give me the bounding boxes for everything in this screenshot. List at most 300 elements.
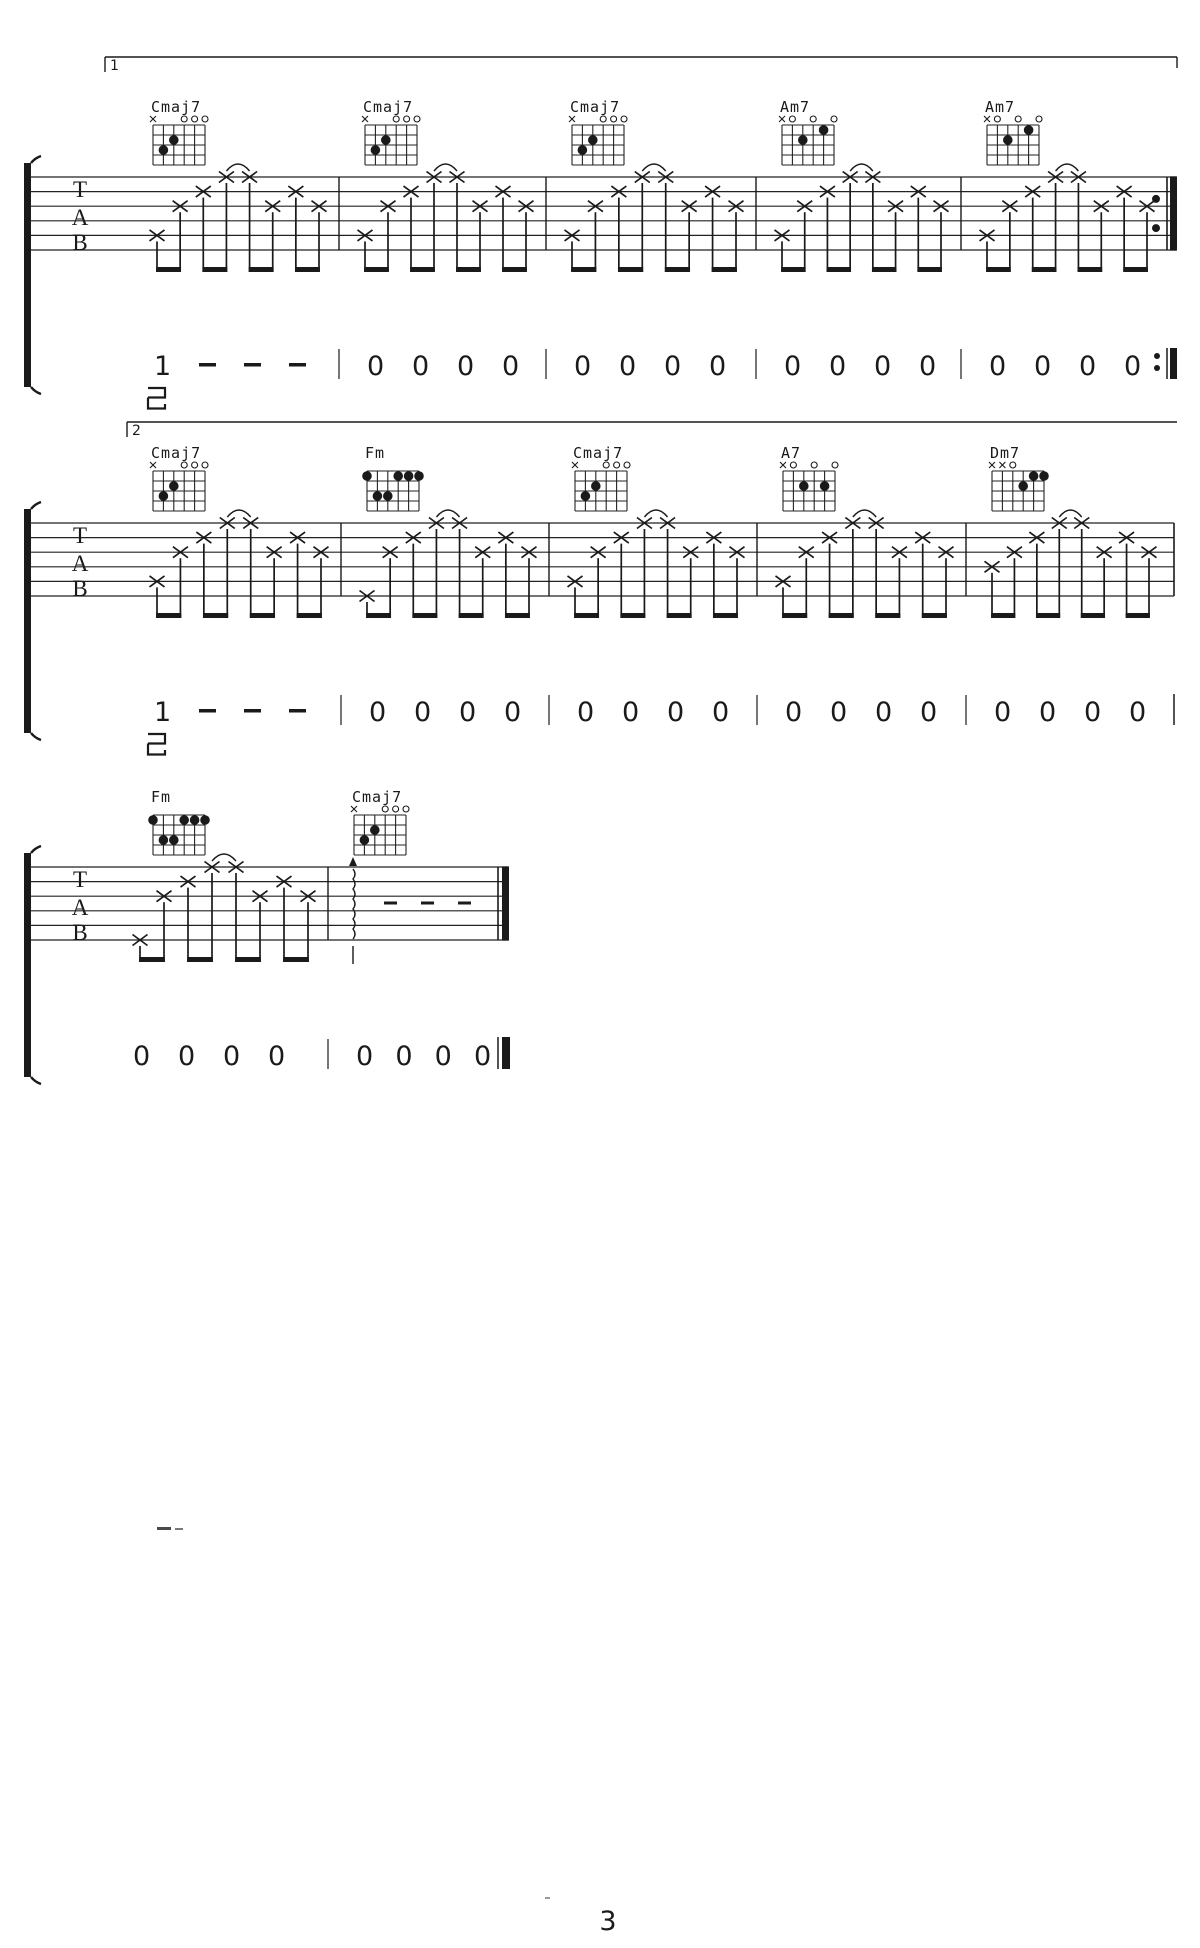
note-x bbox=[519, 201, 534, 272]
chord-label: Dm7 bbox=[990, 444, 1021, 462]
beam bbox=[922, 613, 947, 618]
jianpu-number: 0 bbox=[829, 351, 847, 382]
tab-letter: A bbox=[71, 205, 89, 230]
note-x bbox=[498, 532, 513, 618]
note-x bbox=[253, 891, 268, 962]
note-x bbox=[1097, 547, 1112, 618]
beam bbox=[618, 267, 643, 272]
tab-letter: T bbox=[72, 523, 88, 548]
note-x bbox=[173, 547, 188, 618]
open-string-marker bbox=[393, 116, 399, 122]
note-x bbox=[865, 172, 880, 273]
note-x bbox=[939, 547, 954, 618]
measure bbox=[150, 444, 342, 618]
note-x bbox=[843, 172, 858, 273]
hold-dash bbox=[458, 902, 471, 905]
jianpu-number: 0 bbox=[830, 697, 848, 728]
open-string-marker bbox=[790, 462, 796, 468]
chord-diagram bbox=[351, 788, 409, 855]
tie-arc bbox=[1056, 164, 1079, 171]
note-x bbox=[1025, 186, 1040, 272]
note-x bbox=[475, 547, 490, 618]
finger-dot bbox=[360, 835, 370, 845]
beam bbox=[1081, 613, 1105, 618]
jianpu-number: 0 bbox=[709, 351, 727, 382]
chord-label: Cmaj7 bbox=[151, 444, 202, 462]
beam bbox=[827, 267, 852, 272]
page-number: 3 bbox=[599, 1906, 617, 1937]
note-x bbox=[406, 532, 421, 618]
note-x bbox=[822, 532, 837, 618]
note-x bbox=[845, 518, 860, 619]
jianpu-number: 0 bbox=[367, 351, 385, 382]
beam bbox=[249, 267, 274, 272]
jianpu-number: 0 bbox=[459, 697, 477, 728]
finger-dot bbox=[820, 481, 830, 491]
chord-label: Cmaj7 bbox=[363, 98, 414, 116]
jianpu-row bbox=[154, 694, 1174, 728]
jianpu-number: 0 bbox=[412, 351, 430, 382]
note-x bbox=[820, 186, 835, 272]
beam bbox=[139, 957, 165, 962]
note-x bbox=[934, 201, 949, 272]
volta-number: 1 bbox=[110, 58, 119, 74]
volta-bracket bbox=[105, 57, 1177, 74]
jianpu-number: 0 bbox=[1034, 351, 1052, 382]
jianpu-row bbox=[133, 1037, 510, 1072]
jianpu-number: 0 bbox=[457, 351, 475, 382]
finger-dot bbox=[819, 125, 829, 135]
ji-stroke bbox=[148, 388, 165, 398]
tie-arc bbox=[226, 164, 249, 171]
open-string-marker bbox=[393, 806, 399, 812]
beam bbox=[456, 267, 481, 272]
thick-barline bbox=[502, 866, 509, 940]
jianpu-number: 0 bbox=[622, 697, 640, 728]
chord-diagram bbox=[984, 98, 1042, 165]
finger-dot bbox=[578, 145, 588, 155]
open-string-marker bbox=[614, 462, 620, 468]
stray-dash bbox=[157, 1527, 171, 1530]
note-x bbox=[588, 201, 603, 272]
note-x bbox=[265, 201, 280, 272]
note-x bbox=[565, 230, 580, 272]
jianpu-number: 0 bbox=[577, 697, 595, 728]
system-1 bbox=[24, 57, 1177, 409]
repeat-dot bbox=[1152, 195, 1160, 203]
jianpu-dash bbox=[199, 709, 216, 713]
jianpu-number: 0 bbox=[712, 697, 730, 728]
jianpu-dash bbox=[244, 709, 261, 713]
note-x bbox=[301, 891, 316, 962]
ji-stroke bbox=[148, 734, 165, 744]
lyric-ji bbox=[148, 734, 165, 755]
jianpu-number: 0 bbox=[504, 697, 522, 728]
note-x bbox=[1094, 201, 1109, 272]
repeat-dot bbox=[1154, 365, 1160, 371]
jianpu-dash bbox=[244, 363, 261, 367]
measure bbox=[568, 444, 758, 618]
tie-arc bbox=[642, 164, 665, 171]
jianpu-number: 0 bbox=[874, 351, 892, 382]
finger-dot bbox=[159, 145, 169, 155]
note-x bbox=[660, 518, 675, 619]
open-string-marker bbox=[789, 116, 795, 122]
beam bbox=[1032, 267, 1057, 272]
beam bbox=[875, 613, 900, 618]
open-string-marker bbox=[832, 462, 838, 468]
beam bbox=[412, 613, 437, 618]
note-x bbox=[1140, 201, 1155, 272]
finger-dot bbox=[200, 815, 210, 825]
jianpu-number: 0 bbox=[434, 1041, 452, 1072]
open-string-marker bbox=[202, 462, 208, 468]
open-string-marker bbox=[621, 116, 627, 122]
chord-diagram bbox=[150, 444, 208, 511]
end-barline bbox=[1152, 176, 1177, 250]
note-x bbox=[157, 891, 172, 962]
tie-arc bbox=[853, 510, 876, 517]
jianpu-number: 0 bbox=[994, 697, 1012, 728]
note-x bbox=[383, 547, 398, 618]
beam bbox=[917, 267, 942, 272]
note-x bbox=[150, 576, 165, 618]
chord-label: Fm bbox=[365, 444, 386, 462]
beam bbox=[667, 613, 692, 618]
hold-dash bbox=[421, 902, 434, 905]
note-x bbox=[776, 576, 791, 618]
open-string-marker bbox=[831, 116, 837, 122]
jianpu-number: 0 bbox=[785, 697, 803, 728]
hold-dash bbox=[384, 902, 397, 905]
beam bbox=[713, 613, 738, 618]
brace-curl-top bbox=[31, 846, 41, 853]
jianpu-number: 0 bbox=[920, 697, 938, 728]
open-string-marker bbox=[810, 116, 816, 122]
open-string-marker bbox=[811, 462, 817, 468]
open-string-marker bbox=[611, 116, 617, 122]
note-x bbox=[1071, 172, 1086, 273]
finger-dot bbox=[371, 145, 381, 155]
thick-barline bbox=[502, 1037, 510, 1069]
finger-dot bbox=[383, 491, 393, 501]
finger-dot bbox=[148, 815, 158, 825]
jianpu-number: 0 bbox=[474, 1041, 492, 1072]
chord-label: Cmaj7 bbox=[151, 98, 202, 116]
finger-dot bbox=[404, 471, 414, 481]
note-x bbox=[381, 201, 396, 272]
note-x bbox=[980, 230, 995, 272]
ji-stroke bbox=[148, 398, 165, 409]
beam bbox=[203, 613, 228, 618]
jianpu-number: 0 bbox=[664, 351, 682, 382]
note-x bbox=[243, 518, 258, 619]
jianpu-number: 0 bbox=[1084, 697, 1102, 728]
note-x bbox=[1007, 547, 1022, 618]
note-x bbox=[1029, 532, 1044, 618]
beam bbox=[187, 957, 213, 962]
finger-dot bbox=[591, 481, 601, 491]
thick-barline bbox=[1170, 176, 1177, 250]
beam bbox=[872, 267, 897, 272]
jianpu-number: 0 bbox=[1039, 697, 1057, 728]
measure bbox=[360, 444, 550, 618]
beam bbox=[295, 267, 320, 272]
beam bbox=[829, 613, 854, 618]
jianpu-number: 0 bbox=[1079, 351, 1097, 382]
note-x bbox=[496, 186, 511, 272]
beam bbox=[991, 613, 1015, 618]
beam bbox=[1036, 613, 1060, 618]
stray-mark bbox=[157, 1525, 191, 1531]
jianpu-number: 0 bbox=[178, 1041, 196, 1072]
finger-dot bbox=[169, 835, 179, 845]
chord-label: Am7 bbox=[780, 98, 811, 116]
open-string-marker bbox=[603, 462, 609, 468]
beam bbox=[283, 957, 309, 962]
open-string-marker bbox=[202, 116, 208, 122]
jianpu-number: 0 bbox=[502, 351, 520, 382]
note-x bbox=[730, 547, 745, 618]
volta-bracket bbox=[127, 422, 1177, 439]
note-x bbox=[591, 547, 606, 618]
tab-letter: B bbox=[72, 230, 88, 255]
note-x bbox=[915, 532, 930, 618]
note-x bbox=[220, 518, 235, 619]
beam bbox=[250, 613, 275, 618]
tie-arc bbox=[212, 854, 236, 861]
open-string-marker bbox=[1010, 462, 1016, 468]
brace-curl-bottom bbox=[31, 733, 41, 740]
note-x bbox=[1119, 532, 1134, 618]
jianpu-row bbox=[154, 348, 1177, 382]
tab-letter: B bbox=[72, 576, 88, 601]
chord-label: Cmaj7 bbox=[573, 444, 624, 462]
end-barline bbox=[498, 866, 509, 940]
finger-dot bbox=[414, 471, 424, 481]
note-x bbox=[312, 201, 327, 272]
note-x bbox=[1074, 518, 1089, 619]
beam bbox=[986, 267, 1011, 272]
note-x bbox=[150, 230, 165, 272]
note-x bbox=[869, 518, 884, 619]
jianpu-number: 0 bbox=[919, 351, 937, 382]
note-x bbox=[799, 547, 814, 618]
jianpu-number: 0 bbox=[1129, 697, 1147, 728]
finger-dot bbox=[799, 481, 809, 491]
jianpu-dash bbox=[289, 709, 306, 713]
note-x bbox=[229, 862, 244, 963]
open-string-marker bbox=[192, 116, 198, 122]
finger-dot bbox=[1024, 125, 1034, 135]
jianpu-number: 1 bbox=[154, 697, 172, 728]
measure bbox=[358, 98, 547, 272]
brace-curl-top bbox=[31, 502, 41, 509]
note-x bbox=[635, 172, 650, 273]
note-x bbox=[219, 172, 234, 273]
finger-dot bbox=[373, 491, 383, 501]
beam bbox=[574, 613, 599, 618]
tie-arc bbox=[227, 510, 250, 517]
note-x bbox=[181, 876, 196, 962]
chord-diagram bbox=[989, 444, 1049, 511]
jianpu-number: 0 bbox=[875, 697, 893, 728]
note-x bbox=[427, 172, 442, 273]
chord-diagram bbox=[780, 444, 838, 511]
open-string-marker bbox=[600, 116, 606, 122]
jianpu-number: 0 bbox=[395, 1041, 413, 1072]
chord-diagram bbox=[779, 98, 837, 165]
measure bbox=[985, 444, 1157, 618]
footer-dot bbox=[545, 1897, 550, 1899]
note-x bbox=[522, 547, 537, 618]
note-x bbox=[706, 532, 721, 618]
brace-curl-bottom bbox=[31, 387, 41, 394]
measure bbox=[776, 444, 967, 618]
finger-dot bbox=[159, 835, 169, 845]
beam bbox=[505, 613, 530, 618]
note-x bbox=[1052, 518, 1067, 619]
jianpu-number: 0 bbox=[574, 351, 592, 382]
note-x bbox=[1002, 201, 1017, 272]
open-string-marker bbox=[1036, 116, 1042, 122]
lyric-ji bbox=[148, 388, 165, 409]
tab-letter: T bbox=[72, 867, 88, 892]
measure bbox=[775, 98, 962, 272]
measure bbox=[349, 788, 471, 964]
note-x bbox=[568, 576, 583, 618]
system-3 bbox=[24, 788, 510, 1084]
measure bbox=[565, 98, 757, 272]
open-string-marker bbox=[1015, 116, 1021, 122]
finger-dot bbox=[169, 135, 179, 145]
finger-dot bbox=[381, 135, 391, 145]
arpeggio-squiggle bbox=[353, 869, 355, 939]
beam bbox=[410, 267, 435, 272]
finger-dot bbox=[588, 135, 598, 145]
note-x bbox=[429, 518, 444, 619]
beam bbox=[502, 267, 527, 272]
beam bbox=[156, 613, 181, 618]
note-x bbox=[1117, 186, 1132, 272]
open-string-marker bbox=[382, 806, 388, 812]
beam bbox=[156, 267, 181, 272]
open-string-marker bbox=[192, 462, 198, 468]
tie-arc bbox=[850, 164, 873, 171]
jianpu-number: 0 bbox=[989, 351, 1007, 382]
jianpu-number: 0 bbox=[414, 697, 432, 728]
note-x bbox=[288, 186, 303, 272]
ji-stroke bbox=[148, 744, 165, 755]
finger-dot bbox=[393, 471, 403, 481]
tie-arc bbox=[1059, 510, 1081, 517]
open-string-marker bbox=[414, 116, 420, 122]
note-x bbox=[797, 201, 812, 272]
finger-dot bbox=[169, 481, 179, 491]
jianpu-number: 1 bbox=[154, 351, 172, 382]
note-x bbox=[892, 547, 907, 618]
note-x bbox=[775, 230, 790, 272]
beam bbox=[1123, 267, 1148, 272]
tab-letter: A bbox=[71, 895, 89, 920]
tie-arc bbox=[644, 510, 667, 517]
chord-diagram bbox=[150, 98, 208, 165]
note-x bbox=[729, 201, 744, 272]
open-string-marker bbox=[403, 806, 409, 812]
brace-bar bbox=[24, 509, 31, 733]
finger-dot bbox=[1018, 481, 1028, 491]
repeat-dot bbox=[1154, 353, 1160, 359]
note-x bbox=[277, 876, 292, 962]
note-x bbox=[450, 172, 465, 273]
tab-letter: B bbox=[72, 920, 88, 945]
note-x bbox=[196, 532, 211, 618]
beam bbox=[459, 613, 484, 618]
finger-dot bbox=[581, 491, 591, 501]
note-x bbox=[614, 532, 629, 618]
tie-arc bbox=[434, 164, 457, 171]
beam bbox=[297, 613, 322, 618]
volta-number: 2 bbox=[132, 423, 141, 439]
beam bbox=[1126, 613, 1150, 618]
jianpu-number: 0 bbox=[268, 1041, 286, 1072]
jianpu-number: 0 bbox=[667, 697, 685, 728]
chord-diagram bbox=[569, 98, 627, 165]
beam bbox=[665, 267, 690, 272]
brace-bar bbox=[24, 853, 31, 1077]
beam bbox=[235, 957, 261, 962]
chord-diagram bbox=[362, 444, 424, 511]
note-x bbox=[173, 201, 188, 272]
note-x bbox=[452, 518, 467, 619]
finger-dot bbox=[179, 815, 189, 825]
brace-curl-top bbox=[31, 156, 41, 163]
note-x bbox=[985, 561, 1000, 618]
chord-diagram bbox=[572, 444, 630, 511]
note-x bbox=[682, 201, 697, 272]
finger-dot bbox=[370, 825, 380, 835]
jianpu-dash bbox=[199, 363, 216, 367]
thick-barline bbox=[1170, 348, 1177, 379]
note-x bbox=[1048, 172, 1063, 273]
finger-dot bbox=[190, 815, 200, 825]
note-x bbox=[473, 201, 488, 272]
note-x bbox=[358, 230, 373, 272]
jianpu-number: 0 bbox=[133, 1041, 151, 1072]
beam bbox=[782, 613, 807, 618]
open-string-marker bbox=[404, 116, 410, 122]
beam bbox=[620, 613, 645, 618]
brace-curl-bottom bbox=[31, 1077, 41, 1084]
chord-label: A7 bbox=[781, 444, 802, 462]
open-string-marker bbox=[994, 116, 1000, 122]
note-x bbox=[705, 186, 720, 272]
stray-dash bbox=[175, 1528, 183, 1530]
open-string-marker bbox=[624, 462, 630, 468]
chord-diagram bbox=[362, 98, 420, 165]
note-x bbox=[290, 532, 305, 618]
beam bbox=[202, 267, 227, 272]
beam bbox=[712, 267, 737, 272]
chord-label: Am7 bbox=[985, 98, 1016, 116]
note-x bbox=[314, 547, 329, 618]
chord-diagram bbox=[148, 788, 210, 855]
beam bbox=[571, 267, 596, 272]
finger-dot bbox=[362, 471, 372, 481]
system-2 bbox=[24, 422, 1177, 755]
measure bbox=[133, 788, 329, 962]
beam bbox=[1078, 267, 1103, 272]
